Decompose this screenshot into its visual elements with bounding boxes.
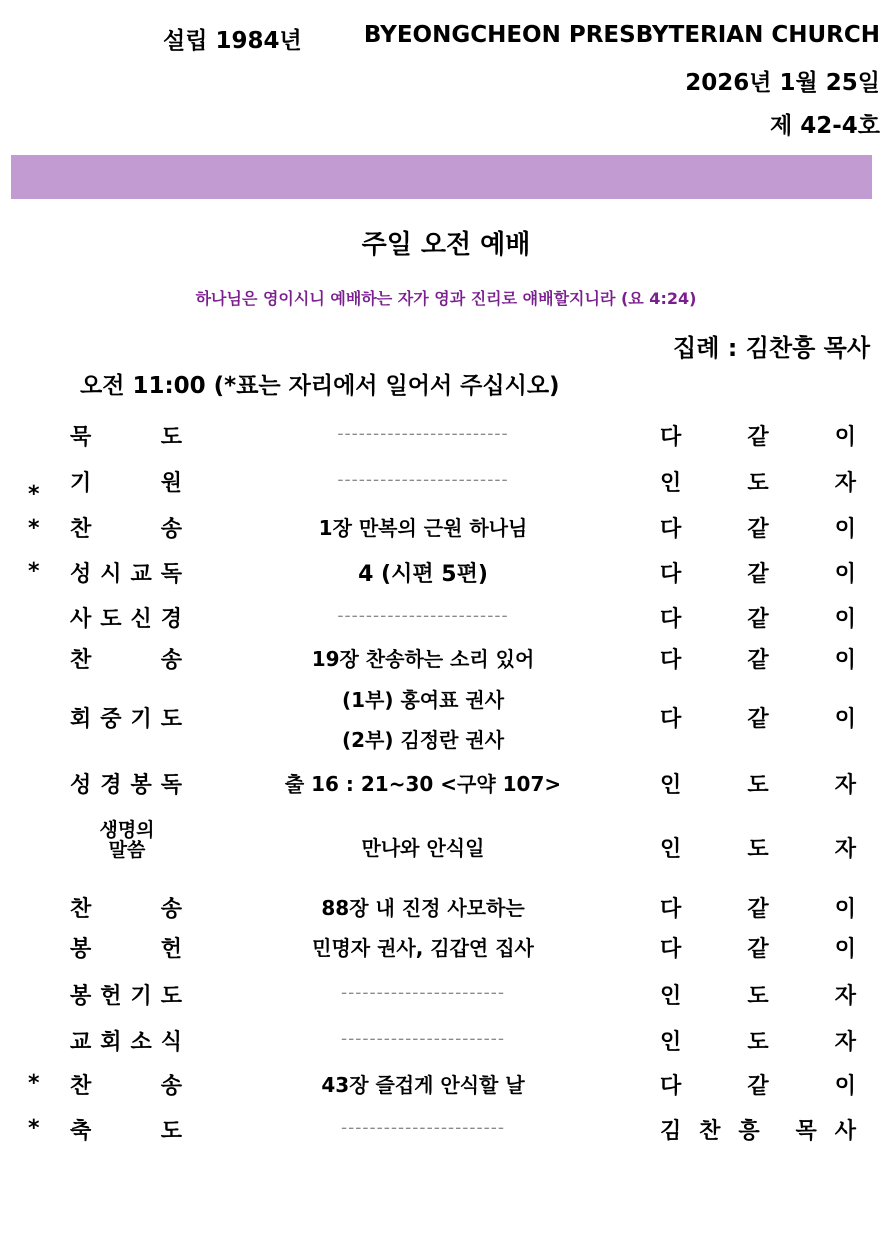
order-label: 봉 헌 기 도: [70, 984, 182, 1009]
order-who: 다 같 이: [660, 425, 856, 450]
stand-marker: *: [28, 559, 40, 584]
order-content: 만나와 안식일: [361, 836, 485, 860]
order-label: 회 중 기 도: [70, 707, 182, 732]
order-label-line2: 말씀: [108, 839, 146, 861]
order-who: 다 같 이: [660, 517, 856, 542]
order-content: -----------------------: [340, 983, 506, 1003]
issue-number: 제 42-4호: [770, 113, 880, 139]
order-content: ------------------------: [337, 470, 509, 490]
order-content: 출 16 : 21~30 <구약 107>: [284, 772, 562, 796]
order-label: 찬 송: [70, 517, 182, 542]
stand-marker: *: [28, 516, 40, 541]
order-content: 19장 찬송하는 소리 있어: [311, 647, 535, 671]
header-divider-band: [11, 155, 872, 199]
order-label: 봉 헌: [70, 937, 182, 962]
service-title: 주일 오전 예배: [361, 230, 531, 260]
order-label: 찬 송: [70, 897, 182, 922]
order-content: 1장 만복의 근원 하나님: [318, 516, 528, 540]
church-name: BYEONGCHEON PRESBYTERIAN CHURCH: [363, 22, 880, 48]
order-label: 교 회 소 식: [70, 1030, 182, 1055]
order-who: 인 도 자: [660, 471, 856, 496]
order-who: 김 찬 흥 목 사: [660, 1119, 856, 1144]
order-who: 인 도 자: [660, 837, 856, 862]
order-who: 인 도 자: [660, 1030, 856, 1055]
order-who: 다 같 이: [660, 562, 856, 587]
order-who: 다 같 이: [660, 897, 856, 922]
order-who: 다 같 이: [660, 937, 856, 962]
order-label: [72, 820, 182, 860]
order-content: ------------------------: [337, 606, 509, 626]
bulletin-date: 2026년 1월 25일: [685, 70, 880, 96]
order-label: 찬 송: [70, 648, 182, 673]
order-label: 사 도 신 경: [70, 607, 182, 632]
service-time-note: 오전 11:00 (*표는 자리에서 일어서 주십시오): [80, 373, 560, 399]
service-leader: 집례 : 김찬흥 목사: [673, 334, 870, 362]
order-label: 묵 도: [70, 425, 182, 450]
order-who: 인 도 자: [660, 984, 856, 1009]
order-label-line1: 생명의: [99, 819, 155, 841]
order-label: 성 시 교 독: [70, 562, 182, 587]
order-who: 다 같 이: [660, 648, 856, 673]
order-who: 인 도 자: [660, 773, 856, 798]
order-label: 성 경 봉 독: [70, 773, 182, 798]
stand-marker: *: [28, 1071, 40, 1096]
order-content: ------------------------: [337, 424, 509, 444]
order-label: 기 원: [70, 471, 182, 496]
order-content-line1: (1부) 홍여표 권사: [341, 688, 505, 712]
order-content-line2: (2부) 김정란 권사: [341, 728, 505, 752]
order-content: 4 (시편 5편): [358, 562, 488, 587]
order-content: 민명자 권사, 김갑연 집사: [312, 936, 534, 960]
order-label: 찬 송: [70, 1074, 182, 1099]
order-content: 43장 즐겁게 안식할 날: [321, 1073, 525, 1097]
order-label: 축 도: [70, 1119, 182, 1144]
order-content: -----------------------: [340, 1029, 506, 1049]
order-who: 다 같 이: [660, 1074, 856, 1099]
order-content: 88장 내 진정 사모하는: [321, 896, 525, 920]
stand-marker: *: [28, 482, 40, 507]
order-who: 다 같 이: [660, 607, 856, 632]
scripture-verse: 하나님은 영이시니 예배하는 자가 영과 진리로 얘배할지니라 (요 4:24): [195, 289, 697, 308]
founded-year: 설립 1984년: [163, 28, 302, 54]
order-content: -----------------------: [340, 1118, 506, 1138]
stand-marker: *: [28, 1116, 40, 1141]
order-who: 다 같 이: [660, 707, 856, 732]
